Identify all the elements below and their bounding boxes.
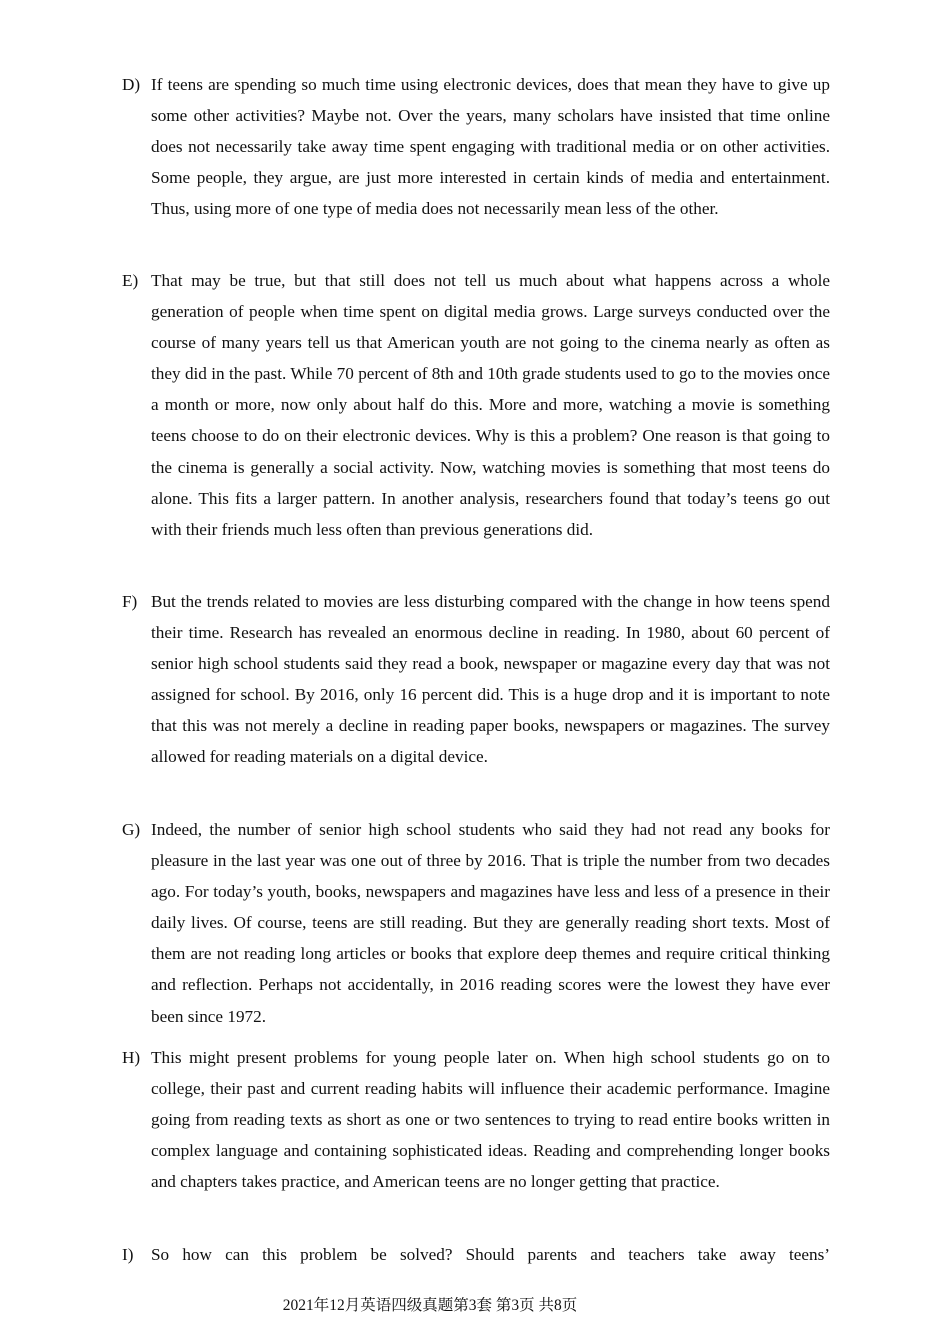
paragraph-text: But the trends related to movies are less disturbing compared with the change in how teens spend their time. Research has revealed an enormous decline in reading. In 1980, about 60 percent of senior high school students said they read a book, newspaper or magazine every day that was not assigned for school. By 2016, only 16 percent did. This is a huge drop and it is important to note that this was not merely a decline in reading paper books, newspapers or magazines. The survey allowed for reading materials on a digital device. [151,592,830,767]
paragraph-letter: I) [122,1245,134,1264]
paragraph-g [122,814,830,1032]
paragraph-i [122,1239,830,1270]
paragraph-letter: H) [122,1048,141,1067]
paragraph-e [122,265,830,545]
paragraph-letter: D) [122,75,141,94]
paragraph-text: That may be true, but that still does not tell us much about what happens across a whole generation of people when time spent on digital media grows. Large surveys conducted over the course of many years tell us that American youth are not going to the cinema nearly as often as they did in the past. While 70 percent of 8th and 10th grade students used to go to the movies once a month or more, now only about half do this. More and more, watching a movie is something teens choose to do on their electronic devices. Why is this a problem? One reason is that going to the cinema is generally a social activity. Now, watching movies is something that most teens do alone. This fits a larger pattern. In another analysis, researchers found that today’s teens go out with their friends much less often than previous generations did. [151,271,830,539]
page-footer [0,1296,950,1316]
paragraph-h [122,1042,830,1197]
paragraph-text: Indeed, the number of senior high school students who said they had not read any books for pleasure in the last year was one out of three by 2016. That is triple the number from two decades ago. For today’s youth, books, newspapers and magazines have less and less of a presence in their daily lives. Of course, teens are still reading. But they are generally reading short texts. Most of them are not reading long articles or books that explore deep themes and require critical thinking and reflection. Perhaps not accidentally, in 2016 reading scores were the lowest they have ever been since 1972. [151,820,830,1026]
paragraph-text: This might present problems for young people later on. When high school students go on to college, their past and current reading habits will influence their academic performance. Imagine going from reading texts as short as one or two sentences to trying to read entire books written in complex language and containing sophisticated ideas. Reading and comprehending longer books and chapters takes practice, and American teens are no longer getting that practice. [151,1048,830,1192]
footer-text: 2021年12月英语四级真题第3套 第3页 共8页 [282,1297,578,1314]
paragraph-text: If teens are spending so much time using electronic devices, does that mean they have to give up some other activities? Maybe not. Over the years, many scholars have insisted that time online does not necessarily take away time spent engaging with traditional media or on other activities. Some people, they argue, are just more interested in certain kinds of media and entertainment. Thus, using more of one type of media does not necessarily mean less of the other. [151,75,830,219]
paragraph-letter: F) [122,592,138,611]
paragraph-letter: G) [122,820,141,839]
paragraph-d [122,69,830,224]
paragraph-text: So how can this problem be solved? Should parents and teachers take away teens’ [151,1245,830,1264]
paragraph-letter: E) [122,271,139,290]
paragraph-f [122,586,830,773]
